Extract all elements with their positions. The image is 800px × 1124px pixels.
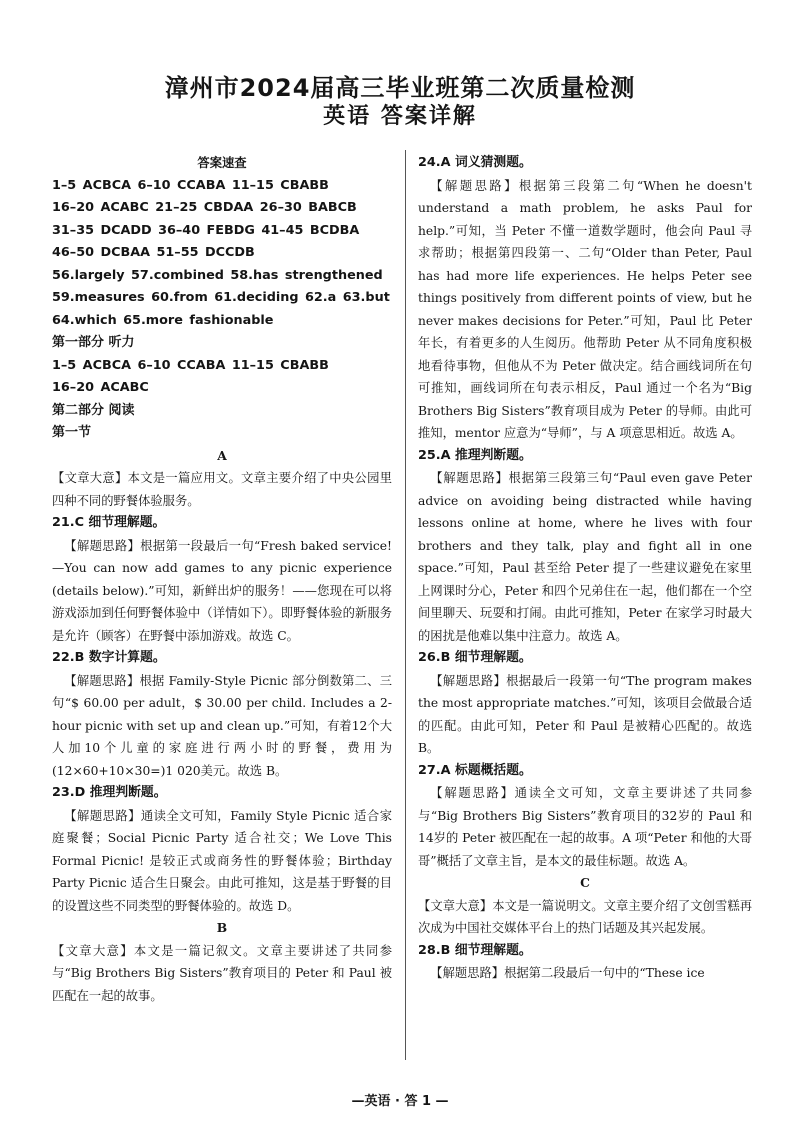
question-27-body: 【解题思路】通读全文可知，文章主要讲述了共同参与“Big Brothers Big Sisters”教育项目的32岁的 Paul 和14岁的 Peter 被匹配在一起的故事。A 项“Peter 和他的大哥哥”概括了文章主旨，是本文的最佳标题。故选 A。 (418, 786, 752, 868)
passage-a-label: A (217, 447, 227, 463)
page-footer: —英语 · 答 1 — (351, 1094, 449, 1109)
answer-line: 59.measures 60.from 61.deciding 62.a 63.but (52, 290, 390, 305)
answer-line: 16–20 ACABC (52, 380, 149, 395)
quick-answers-heading: 答案速查 (197, 155, 247, 170)
question-28-body: 【解题思路】根据第二段最后一句中的“These ice (430, 966, 705, 980)
question-22-head: 22.B 数字计算题。 (52, 650, 166, 665)
question-28-head: 28.B 细节理解题。 (418, 942, 532, 958)
answer-line: 64.which 65.more fashionable (52, 312, 274, 328)
passage-b-summary: 【文章大意】本文是一篇记叙文。文章主要讲述了共同参与“Big Brothers Big Sisters”教育项目的 Peter 和 Paul 被匹配在一起的故事。 (52, 943, 392, 1003)
question-21-body: 【解题思路】根据第一段最后一句“Fresh baked service! —You can now add games to any picnic experience (details below).”可知，新鲜出炉的服务！——您现在可以将游戏添加到任何野餐体验中（详情如下）。即野餐体验的新服务是允许（顾客）在野餐中添加游戏。故选 C。 (52, 538, 392, 643)
passage-c-summary: 【文章大意】本文是一篇说明文。文章主要介绍了文创雪糕再次成为中国社交媒体平台上的热门话题及其兴起发展。 (418, 898, 752, 935)
question-23-body: 【解题思路】通读全文可知，Family Style Picnic 适合家庭聚餐；Social Picnic Party 适合社交；We Love This Formal Picnic! 是较正式或商务性的野餐体验；Birthday Party Picnic 适合生日聚会。由此可推知，这是基于野餐的目的设置这些不同类型的野餐体验的。故选 D。 (52, 808, 392, 913)
part2-heading: 第二部分 阅读 (52, 402, 135, 418)
question-22-body: 【解题思路】根据 Family-Style Picnic 部分倒数第二、三句“$ 60.00 per adult，$ 30.00 per child. Includes a 2-hour picnic with set up and clean up.”可知，有着12个大人加10个儿童的家庭进行两小时的野餐，费用为(12×60+10×30=)1 020美元。故选 B。 (52, 673, 392, 778)
question-23-head: 23.D 推理判断题。 (52, 785, 167, 800)
answer-line: 56.largely 57.combined 58.has strengthened (52, 267, 383, 283)
passage-c-label: C (580, 875, 590, 890)
part1-heading: 第一部分 听力 (52, 335, 135, 350)
question-26-head: 26.B 细节理解题。 (418, 650, 532, 665)
passage-b-label: B (216, 920, 228, 935)
section1-heading: 第一节 (52, 425, 92, 440)
question-21-head: 21.C 细节理解题。 (52, 515, 166, 530)
page-subtitle: 英语 答案详解 (323, 104, 477, 129)
passage-a-summary: 【文章大意】本文是一篇应用文。文章主要介绍了中央公园里四种不同的野餐体验服务。 (52, 471, 392, 508)
answer-line: 1–5 ACBCA 6–10 CCABA 11–15 CBABB (52, 177, 329, 193)
page-title: 漳州市2024届高三毕业班第二次质量检测 (164, 74, 636, 102)
question-26-body: 【解题思路】根据最后一段第一句“The program makes the most appropriate matches.”可知，该项目会做最合适的匹配。由此可知，Peter 和 Paul 是被精心匹配的。故选 B。 (418, 673, 752, 755)
right-column (418, 152, 752, 985)
left-column (52, 152, 392, 1007)
column-divider (405, 150, 406, 1060)
answer-line: 16–20 ACABC 21–25 CBDAA 26–30 BABCB (52, 200, 357, 215)
question-24-body: 【解题思路】根据第三段第二句“When he doesn't understand a math problem, he asks Paul for help.”可知，当 Peter 不懂一道数学题时，他会向 Paul 寻求帮助；根据第四段第一、二句“Older than Peter, Paul has had more life experiences. He helps Peter see things positively from different points of view, but he never makes decisions for Peter.”可知，Paul 比 Peter 年长，有着更多的人生阅历。他帮助 Peter 从不同角度积极地看待事物，但他从不为 Peter 做决定。结合画线词所在句可推知，画线词所在句表示相反，Paul 通过一个名为“Big Brothers Big Sisters”教育项目成为 Peter 的导师。由此可推知，mentor 应意为“导师”，与 A 项意思相近。故选 A。 (418, 178, 752, 440)
answer-line: 31–35 DCADD 36–40 FEBDG 41–45 BCDBA (52, 222, 360, 238)
answer-line: 46–50 DCBAA 51–55 DCCDB (52, 245, 255, 260)
question-25-head: 25.A 推理判断题。 (418, 447, 532, 463)
answer-line: 1–5 ACBCA 6–10 CCABA 11–15 CBABB (52, 357, 329, 373)
question-25-body: 【解题思路】根据第三段第三句“Paul even gave Peter advice on avoiding being distracted while having lessons online at home, where he lives with four brothers and they talk, play and fight all in one space.”可知，Paul 甚至给 Peter 提了一些建议避免在家里上网课时分心，Peter 和四个兄弟住在一起，他们都在一个空间里聊天、玩耍和打闹。由此可推知，Peter 在家学习时最大的困扰是他难以集中注意力。故选 A。 (418, 471, 752, 643)
question-27-head: 27.A 标题概括题。 (418, 762, 532, 778)
question-24-head: 24.A 词义猜测题。 (418, 155, 532, 170)
